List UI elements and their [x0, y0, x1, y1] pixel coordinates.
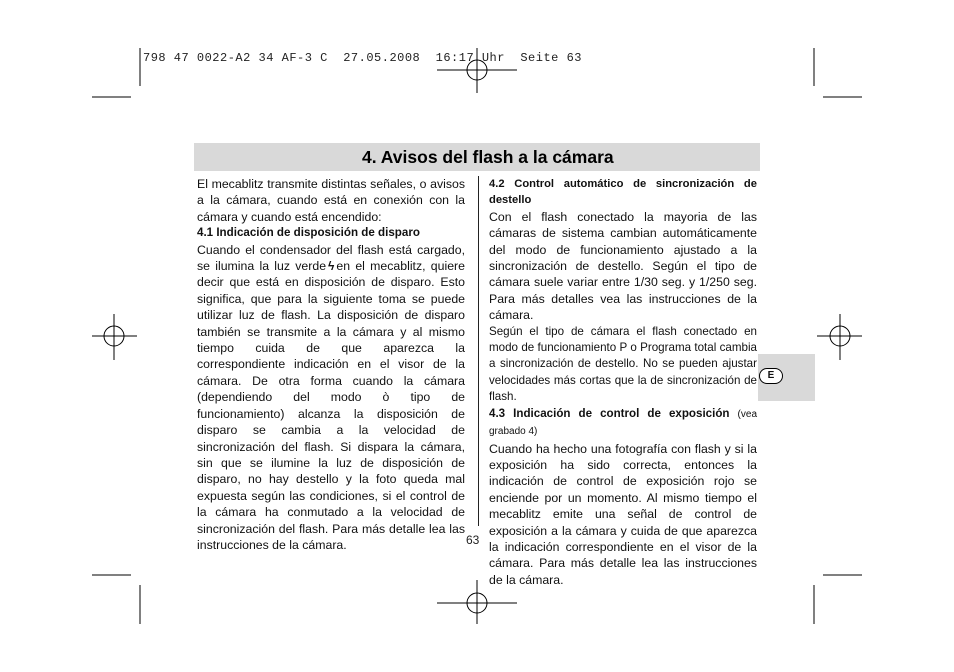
section-4-1-text-end: en el mecablitz, quiere decir que está en disposición de disparo. Esto significa, que para la siguiente toma se puede utilizar luz de flash. La disposición de disparo también se transmite a la cámara y al mismo tiempo cuida de que aparezca la correspondiente indicación en el visor de la cámara. De otra forma cuando la cámara (dependiendo del modo ò tipo de funcionamiento) alcanza la disposición de disparo se cambia a la velocidad de sincronización del flash. Si dispara la cámara, sin que se ilumine la luz de disposición de disparo, no hay destello y la foto queda mal expuesta según las condiciones, si el control de la cámara ha conmutado a la velocidad de sincronización del flash. Para más detalle lea las instrucciones de la cámara.	[197, 259, 465, 552]
language-badge: E	[759, 368, 783, 384]
section-4-1-paragraph	[197, 242, 465, 554]
section-4-1-heading: 4.1 Indicación de disposición de disparo	[197, 226, 420, 240]
registration-mark-left	[92, 314, 137, 360]
flash-ready-icon: ϟ	[328, 259, 335, 274]
column-divider	[478, 176, 479, 526]
page-number: 63	[466, 533, 480, 547]
section-4-3-heading-text: 4.3 Indicación de control de exposición	[489, 406, 730, 420]
print-header-meta: 798 47 0022-A2 34 AF-3 C 27.05.2008 16:17 Uhr Seite 63	[143, 51, 582, 65]
section-4-1-text-start: Cuando el condensador del flash está cargado, se ilumina la luz verde	[197, 242, 465, 274]
section-4-2-heading: 4.2 Control automático de sincronización de destello	[489, 178, 757, 207]
left-column	[197, 176, 465, 553]
registration-mark-top	[437, 48, 517, 93]
section-4-2-paragraph-1: Con el flash conectado la mayoria de las cámaras de sistema cambian automáticamente del modo de funcionamiento ajustado a la sincronización de destello. Según el tipo de cámara suele variar entre 1/30 seg. y 1/250 seg. Para más detalles vea las instrucciones de la cámara.	[489, 209, 757, 323]
intro-paragraph: El mecablitz transmite distintas señales, o avisos a la cámara, cuando está en conexión con la cámara y cuando está encendido:	[197, 177, 465, 224]
section-4-3-heading	[489, 406, 757, 441]
registration-mark-right	[817, 314, 862, 360]
section-4-2-paragraph-2: Según el tipo de cámara el flash conectado en modo de funcionamiento P o Programa total cambia a sincronización de destello. No se pueden ajustar velocidades más cortas que la de sincronización de flash.	[489, 324, 757, 404]
page-title: 4. Avisos del flash a la cámara	[362, 147, 614, 167]
section-4-3-heading-note: (vea grabado 4)	[489, 408, 757, 438]
section-4-3-paragraph: Cuando ha hecho una fotografía con flash y si la exposición ha sido correcta, entonces la indicación de control de exposición rojo se enciende por un momento. Al mismo tiempo el mecablitz emite una señal de control de exposición a la cámara y cuida de que aparezca la indicación correspondiente en el visor de la cámara. Para más detalle lea las instrucciones de la cámara.	[489, 441, 757, 587]
right-column	[489, 176, 757, 588]
